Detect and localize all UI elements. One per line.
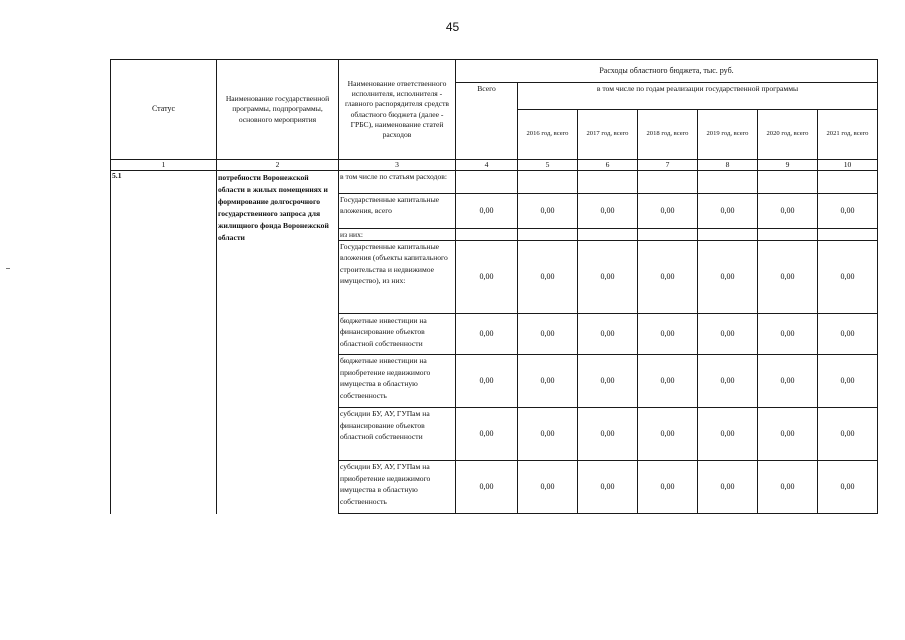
value-cell: 0,00 (479, 375, 494, 385)
header-status: Статус (151, 104, 176, 114)
value-cell: 0,00 (479, 428, 494, 438)
row-label: в том числе по статьям расходов: (340, 172, 447, 181)
value-cell: 0,00 (780, 271, 795, 281)
row-label: субсидии БУ, АУ, ГУПам на финансирование объектов областной собственности (340, 409, 430, 442)
value-cell: 0,00 (840, 328, 855, 338)
value-cell: 0,00 (479, 328, 494, 338)
value-cell: 0,00 (840, 205, 855, 215)
value-cell: 0,00 (720, 271, 735, 281)
row-label: субсидии БУ, АУ, ГУПам на приобретение недвижимого имущества в областную собственность (340, 462, 431, 506)
header-executor: Наименование ответственного исполнителя, исполнителя - главного распорядителя средств областного бюджета (далее - ГРБС), наименование статей расходов (344, 78, 450, 139)
header-year-2018: 2018 год, всего (646, 130, 689, 138)
column-number: 2 (275, 159, 280, 169)
value-cell: 0,00 (479, 271, 494, 281)
column-number: 7 (665, 159, 670, 169)
value-cell: 0,00 (479, 481, 494, 491)
value-cell: 0,00 (720, 328, 735, 338)
value-cell: 0,00 (540, 428, 555, 438)
value-cell: 0,00 (780, 428, 795, 438)
value-cell: 0,00 (780, 328, 795, 338)
header-year-2017: 2017 год, всего (586, 130, 629, 138)
budget-table (110, 59, 878, 514)
value-cell: 0,00 (600, 428, 615, 438)
row-label: Государственные капитальные вложения (объекты капитального строительства и недвижимое имущество), из них: (340, 242, 448, 286)
header-program-name: Наименование государственной программы, подпрограммы, основного мероприятия (225, 93, 330, 124)
value-cell: 0,00 (660, 205, 675, 215)
row-label: из них: (340, 230, 363, 239)
value-cell: 0,00 (660, 271, 675, 281)
value-cell: 0,00 (540, 375, 555, 385)
value-cell: 0,00 (840, 428, 855, 438)
value-cell: 0,00 (660, 375, 675, 385)
value-cell: 0,00 (720, 428, 735, 438)
column-number: 5 (545, 159, 550, 169)
value-cell: 0,00 (660, 481, 675, 491)
header-by-years: в том числе по годам реализации государственной программы (596, 84, 799, 93)
header-expenses-divider (455, 82, 878, 83)
value-cell: 0,00 (540, 328, 555, 338)
value-cell: 0,00 (540, 481, 555, 491)
value-cell: 0,00 (780, 375, 795, 385)
header-expenses: Расходы областного бюджета, тыс. руб. (599, 65, 734, 75)
value-cell: 0,00 (840, 271, 855, 281)
header-total: Всего (477, 84, 496, 93)
header-year-2016: 2016 год, всего (526, 130, 569, 138)
value-cell: 0,00 (720, 205, 735, 215)
header-year-2019: 2019 год, всего (706, 130, 749, 138)
value-cell: 0,00 (720, 481, 735, 491)
value-cell: 0,00 (660, 328, 675, 338)
value-cell: 0,00 (540, 205, 555, 215)
table-right-border (877, 59, 878, 514)
row-label: бюджетные инвестиции на приобретение недвижимого имущества в областную собственность (340, 356, 431, 400)
row-label: Государственные капитальные вложения, всего (340, 195, 440, 215)
row-divider (338, 513, 878, 514)
header-year-2021: 2021 год, всего (826, 130, 869, 138)
page-number: 45 (445, 20, 460, 34)
colnum-bottom-divider (110, 170, 878, 171)
value-cell: 0,00 (780, 481, 795, 491)
value-cell: 0,00 (780, 205, 795, 215)
section-code: 5.1 (112, 171, 122, 180)
value-cell: 0,00 (600, 375, 615, 385)
column-number: 9 (785, 159, 790, 169)
value-cell: 0,00 (540, 271, 555, 281)
column-number: 10 (843, 159, 852, 169)
value-cell: 0,00 (479, 205, 494, 215)
value-cell: 0,00 (600, 481, 615, 491)
column-number: 1 (161, 159, 166, 169)
value-cell: 0,00 (600, 271, 615, 281)
header-year-2020: 2020 год, всего (766, 130, 809, 138)
value-cell: 0,00 (660, 428, 675, 438)
value-cell: 0,00 (720, 375, 735, 385)
column-number: 4 (484, 159, 489, 169)
margin-mark (6, 268, 10, 269)
value-cell: 0,00 (600, 205, 615, 215)
value-cell: 0,00 (840, 481, 855, 491)
column-number: 8 (725, 159, 730, 169)
value-cell: 0,00 (600, 328, 615, 338)
column-number: 3 (395, 159, 399, 169)
column-number: 6 (605, 159, 610, 169)
value-cell: 0,00 (840, 375, 855, 385)
row-label: бюджетные инвестиции на финансирование объектов областной собственности (340, 316, 427, 348)
section-name: потребности Воронежской области в жилых помещениях и формирование долгосрочного государственного запроса для жилищного фонда Воронежской области (218, 173, 329, 242)
